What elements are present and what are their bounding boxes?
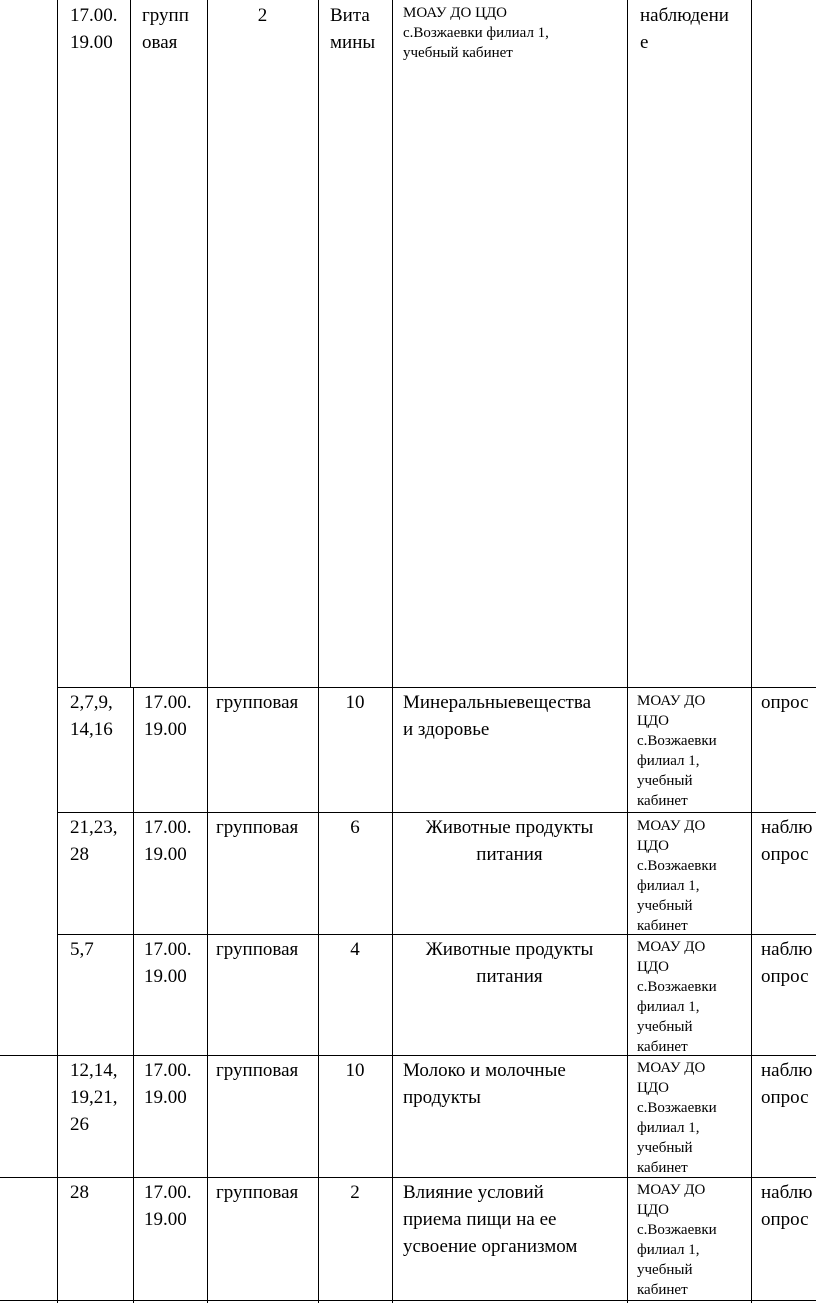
place-cell: МОАУ ДО ЦДО с.Возжаевки филиал 1, учебный кабинет	[637, 1060, 717, 1176]
topic-cell: Молоко и молочные продукты	[403, 1060, 566, 1108]
time-cell: 17.00. 19.00	[144, 1060, 192, 1108]
hours-cell: 10	[345, 1060, 365, 1081]
control-cell: наблю опрос	[761, 817, 813, 865]
topic-cell: Минеральныевещества и здоровье	[403, 692, 591, 740]
row-divider	[57, 812, 816, 813]
control-cell: опрос	[761, 692, 809, 713]
row-divider	[0, 1300, 816, 1301]
topic-cell: Животные продукты питания	[425, 939, 594, 987]
form-cell: групповая	[216, 1060, 299, 1081]
dates-cell: 21,23, 28	[70, 817, 118, 865]
grid-line	[130, 0, 131, 687]
hours-cell: 4	[350, 939, 360, 960]
grid-line	[751, 0, 752, 1303]
row-divider	[57, 687, 816, 688]
form-cell: групповая	[216, 692, 299, 713]
dates-cell: 28	[70, 1182, 89, 1203]
grid-line	[133, 687, 134, 1303]
place-cell: МОАУ ДО ЦДО с.Возжаевки филиал 1, учебный кабинет	[637, 693, 717, 809]
place-cell: МОАУ ДО ЦДО с.Возжаевки филиал 1, учебный кабинет	[637, 818, 717, 934]
grid-line	[627, 0, 628, 1303]
hours-cell: 6	[350, 817, 360, 838]
hours-cell: 2	[350, 1182, 360, 1203]
hours-cell: 2	[257, 5, 268, 26]
time-cell: 17.00. 19.00	[144, 692, 192, 740]
time-cell: 17.00. 19.00	[144, 817, 192, 865]
control-cell: наблю опрос	[761, 1182, 813, 1230]
form-cell: групп овая	[142, 5, 189, 53]
topic-cell: Вита мины	[330, 5, 376, 53]
time-cell: 17.00. 19.00	[70, 5, 118, 53]
grid-line	[318, 687, 319, 1303]
form-cell: групповая	[216, 817, 299, 838]
place-cell: МОАУ ДО ЦДО с.Возжаевки филиал 1, учебный кабинет	[637, 1182, 717, 1298]
dates-cell: 2,7,9, 14,16	[70, 692, 113, 740]
control-cell: наблюдени е	[640, 5, 729, 53]
grid-line	[392, 0, 393, 1303]
grid-line	[57, 0, 58, 1303]
form-cell: групповая	[216, 1182, 299, 1203]
control-cell: наблю опрос	[761, 1060, 813, 1108]
control-cell: наблю опрос	[761, 939, 813, 987]
place-cell: МОАУ ДО ЦДО с.Возжаевки филиал 1, учебный кабинет	[637, 939, 717, 1055]
form-cell: групповая	[216, 939, 299, 960]
grid-line	[207, 0, 208, 687]
time-cell: 17.00. 19.00	[144, 1182, 192, 1230]
topic-cell: Животные продукты питания	[425, 817, 594, 865]
dates-cell: 5,7	[70, 939, 94, 960]
topic-cell: Влияние условий приема пищи на ее усвоение организмом	[403, 1182, 578, 1257]
dates-cell: 12,14, 19,21, 26	[70, 1060, 118, 1135]
place-cell: МОАУ ДО ЦДО с.Возжаевки филиал 1, учебный кабинет	[403, 5, 549, 61]
time-cell: 17.00. 19.00	[144, 939, 192, 987]
grid-line	[207, 687, 208, 1303]
hours-cell: 10	[345, 692, 365, 713]
grid-line	[318, 0, 319, 687]
